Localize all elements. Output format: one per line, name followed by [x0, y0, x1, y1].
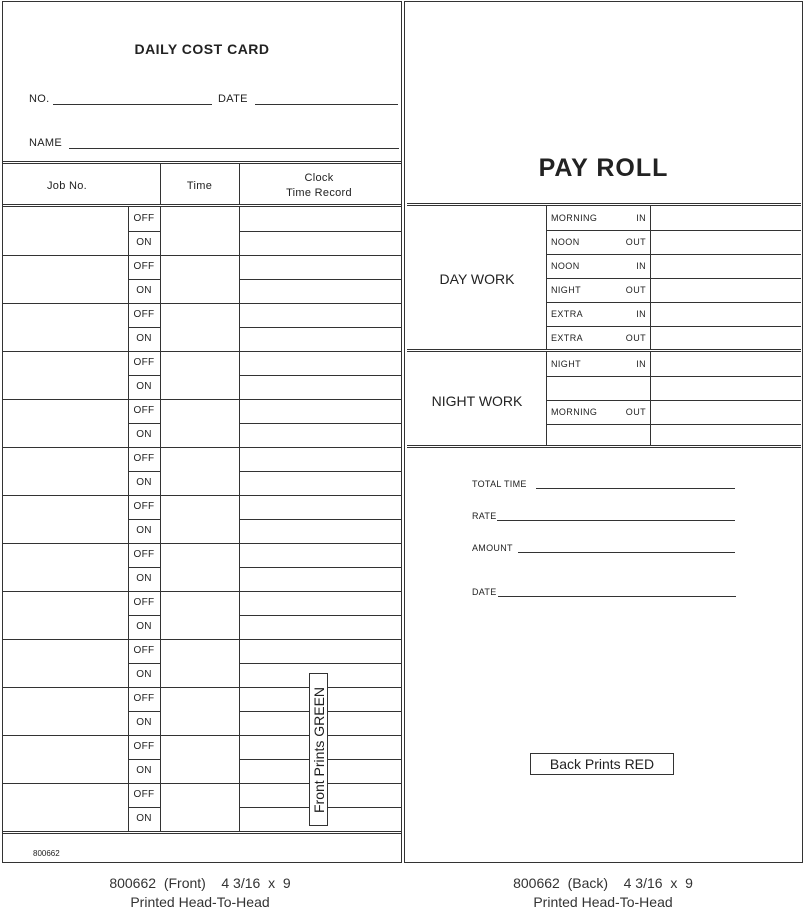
rate-label: RATE [472, 511, 497, 521]
day-direction-label: OUT [625, 333, 646, 343]
clock-entry-line [239, 327, 401, 328]
day-time-entry-cell[interactable] [651, 255, 801, 278]
back-title: PAY ROLL [538, 154, 669, 182]
clock-entry-line [239, 663, 401, 664]
back-date-label: DATE [472, 587, 497, 597]
total-time-label: TOTAL TIME [472, 479, 527, 489]
off-label: OFF [133, 549, 155, 560]
name-field-line[interactable] [69, 148, 399, 149]
front-stamp-text: Front Prints GREEN [310, 686, 327, 813]
clock-entry-line [239, 471, 401, 472]
header-top-rule [3, 161, 401, 164]
on-label: ON [136, 285, 152, 296]
job-number-cell[interactable] [3, 496, 128, 543]
day-period-label: NOON [551, 237, 580, 247]
day-time-entry-cell[interactable] [651, 327, 801, 350]
day-direction-label: IN [636, 261, 646, 271]
clock-entry-line [239, 423, 401, 424]
off-on-separator [128, 231, 160, 232]
day-direction-label: OUT [625, 237, 646, 247]
back-caption-line1: 800662 (Back) 4 3/16 x 9 [513, 875, 693, 891]
clock-header-line2: Time Record [286, 187, 352, 199]
back-caption-line2: Printed Head-To-Head [533, 894, 673, 910]
on-label: ON [136, 669, 152, 680]
job-number-cell[interactable] [3, 256, 128, 303]
no-label: NO. [29, 93, 50, 105]
off-label: OFF [133, 453, 155, 464]
day-time-entry-cell[interactable] [651, 279, 801, 302]
night-period-label: NIGHT [551, 359, 581, 369]
front-prints-green-stamp [309, 673, 328, 826]
off-label: OFF [133, 597, 155, 608]
back-prints-red-stamp: Back Prints RED [530, 753, 674, 775]
day-direction-label: OUT [625, 285, 646, 295]
off-label: OFF [133, 645, 155, 656]
day-period-label: MORNING [551, 213, 598, 223]
job-number-cell[interactable] [3, 448, 128, 495]
job-number-cell[interactable] [3, 400, 128, 447]
off-label: OFF [133, 501, 155, 512]
front-caption-line2: Printed Head-To-Head [130, 894, 270, 910]
clock-entry-line [239, 519, 401, 520]
job-number-cell[interactable] [3, 544, 128, 591]
job-number-cell[interactable] [3, 352, 128, 399]
day-period-label: EXTRA [551, 309, 584, 319]
clock-entry-line [239, 615, 401, 616]
job-number-cell[interactable] [3, 208, 128, 255]
day-time-entry-cell[interactable] [651, 303, 801, 326]
day-period-label: NIGHT [551, 285, 581, 295]
total-time-line[interactable] [536, 488, 735, 489]
name-label: NAME [29, 137, 62, 149]
on-label: ON [136, 813, 152, 824]
day-period-label: EXTRA [551, 333, 584, 343]
night-work-divider-left [546, 352, 547, 445]
job-number-cell[interactable] [3, 304, 128, 351]
rate-line[interactable] [497, 520, 735, 521]
on-label: ON [136, 765, 152, 776]
off-on-separator [128, 279, 160, 280]
job-number-cell[interactable] [3, 688, 128, 735]
off-on-separator [128, 807, 160, 808]
on-label: ON [136, 717, 152, 728]
date-field-line[interactable] [255, 104, 398, 105]
night-time-entry-cell[interactable] [651, 401, 801, 424]
amount-line[interactable] [518, 552, 735, 553]
job-time-divider-header [160, 164, 161, 204]
off-on-separator [128, 567, 160, 568]
front-title: DAILY COST CARD [134, 41, 270, 57]
job-no-header: Job No. [46, 180, 87, 192]
night-time-entry-cell[interactable] [651, 377, 801, 400]
off-label: OFF [133, 405, 155, 416]
night-time-entry-cell[interactable] [651, 425, 801, 448]
time-header: Time [186, 180, 213, 192]
job-number-cell[interactable] [3, 736, 128, 783]
no-field-line[interactable] [53, 104, 212, 105]
day-direction-label: IN [636, 309, 646, 319]
off-label: OFF [133, 693, 155, 704]
job-number-cell[interactable] [3, 640, 128, 687]
on-label: ON [136, 621, 152, 632]
off-label: OFF [133, 741, 155, 752]
off-on-separator [128, 471, 160, 472]
night-work-label: NIGHT WORK [431, 393, 523, 409]
night-direction-label: IN [636, 359, 646, 369]
off-on-separator [128, 375, 160, 376]
clock-entry-line [239, 567, 401, 568]
off-on-separator [128, 711, 160, 712]
on-label: ON [136, 525, 152, 536]
day-direction-label: IN [636, 213, 646, 223]
front-bottom-rule [3, 831, 401, 834]
night-period-label: MORNING [551, 407, 598, 417]
header-bottom-rule [3, 204, 401, 207]
day-period-label: NOON [551, 261, 580, 271]
off-on-separator [128, 615, 160, 616]
off-on-separator [128, 759, 160, 760]
date-label: DATE [218, 93, 248, 105]
clock-entry-line [239, 279, 401, 280]
day-work-label: DAY WORK [439, 271, 515, 287]
back-date-line[interactable] [498, 596, 736, 597]
off-on-separator [128, 663, 160, 664]
job-number-cell[interactable] [3, 592, 128, 639]
on-label: ON [136, 477, 152, 488]
time-clock-divider-header [239, 164, 240, 204]
clock-entry-line [239, 375, 401, 376]
off-label: OFF [133, 213, 155, 224]
clock-entry-line [239, 231, 401, 232]
off-label: OFF [133, 357, 155, 368]
clock-header-line1: Clock [304, 172, 334, 184]
front-caption-line1: 800662 (Front) 4 3/16 x 9 [109, 875, 291, 891]
on-label: ON [136, 237, 152, 248]
day-time-entry-cell[interactable] [651, 207, 801, 230]
form-number: 800662 [33, 849, 60, 858]
payroll-top-rule [407, 203, 801, 206]
off-on-separator [128, 423, 160, 424]
on-label: ON [136, 429, 152, 440]
off-label: OFF [133, 261, 155, 272]
on-label: ON [136, 573, 152, 584]
off-label: OFF [133, 309, 155, 320]
amount-label: AMOUNT [472, 543, 513, 553]
night-direction-label: OUT [625, 407, 646, 417]
time-column-divider [160, 207, 161, 831]
on-label: ON [136, 333, 152, 344]
on-label: ON [136, 381, 152, 392]
job-number-cell[interactable] [3, 784, 128, 831]
day-time-entry-cell[interactable] [651, 231, 801, 254]
off-label: OFF [133, 789, 155, 800]
night-time-entry-cell[interactable] [651, 353, 801, 376]
off-on-separator [128, 327, 160, 328]
off-on-separator [128, 519, 160, 520]
